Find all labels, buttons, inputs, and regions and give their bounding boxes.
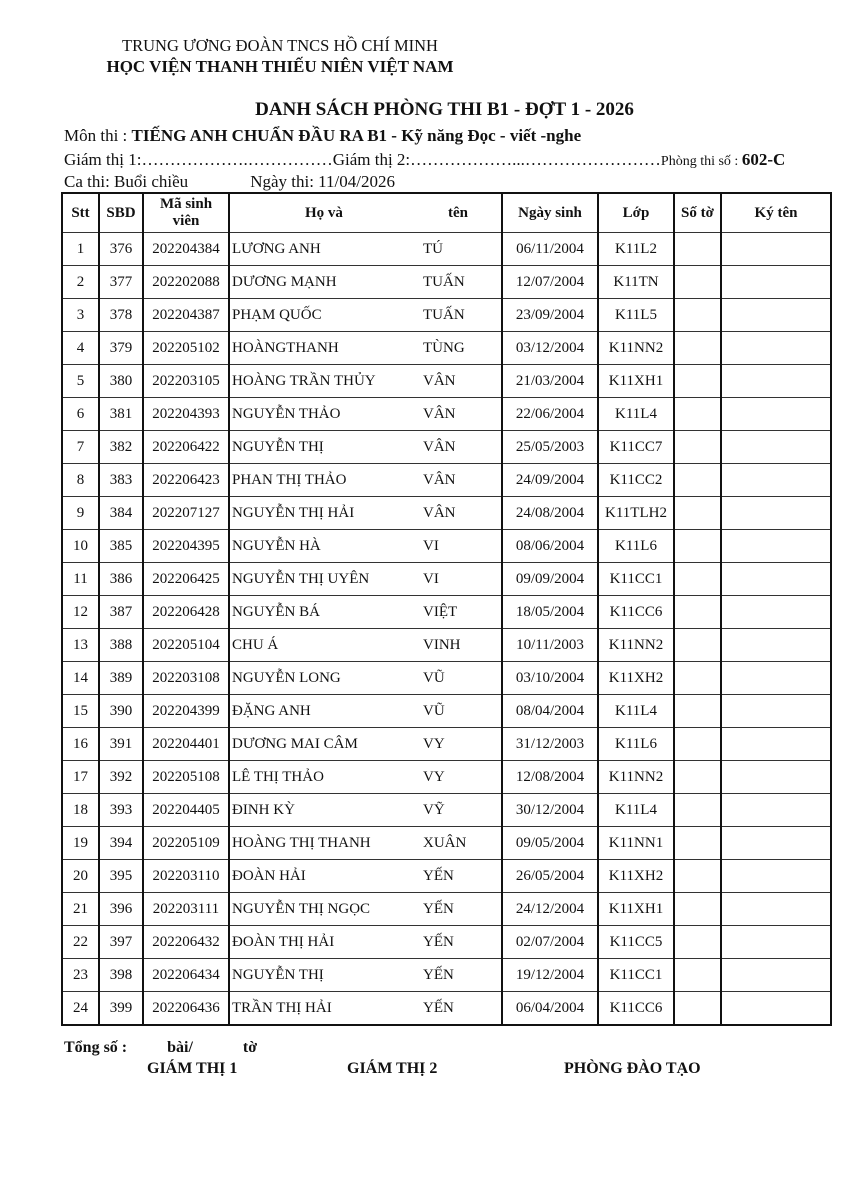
cell-signature[interactable]	[721, 992, 831, 1026]
cell-full-name	[229, 332, 502, 365]
cell-student-id: 202206422	[143, 431, 229, 464]
signatory-training-office: PHÒNG ĐÀO TẠO	[564, 1060, 701, 1077]
cell-given-name: VŨ	[423, 669, 445, 686]
cell-sheets[interactable]	[674, 794, 721, 827]
cell-class: K11CC5	[598, 926, 674, 959]
cell-surname: ĐOÀN HẢI	[232, 867, 306, 884]
cell-student-id: 202205104	[143, 629, 229, 662]
total-line	[64, 1039, 257, 1057]
cell-dob: 31/12/2003	[502, 728, 598, 761]
table-row	[62, 761, 831, 794]
cell-stt: 19	[62, 827, 99, 860]
cell-surname: HOÀNG TRẦN THỦY	[232, 372, 376, 389]
cell-signature[interactable]	[721, 497, 831, 530]
cell-dob: 06/04/2004	[502, 992, 598, 1026]
cell-dob: 23/09/2004	[502, 299, 598, 332]
cell-dob: 12/07/2004	[502, 266, 598, 299]
cell-stt: 7	[62, 431, 99, 464]
cell-given-name: TUẤN	[423, 306, 465, 323]
cell-dob: 06/11/2004	[502, 233, 598, 266]
cell-stt: 11	[62, 563, 99, 596]
table-row	[62, 794, 831, 827]
cell-given-name: VÂN	[423, 405, 456, 422]
cell-sheets[interactable]	[674, 728, 721, 761]
cell-sheets[interactable]	[674, 464, 721, 497]
table-row	[62, 959, 831, 992]
cell-dob: 26/05/2004	[502, 860, 598, 893]
cell-sbd: 390	[99, 695, 143, 728]
room-number: 602-C	[741, 150, 786, 169]
table-row	[62, 431, 831, 464]
cell-full-name	[229, 662, 502, 695]
cell-sheets[interactable]	[674, 629, 721, 662]
cell-given-name: VÂN	[423, 504, 456, 521]
cell-class: K11XH1	[598, 365, 674, 398]
cell-sbd: 382	[99, 431, 143, 464]
table-row	[62, 893, 831, 926]
cell-sheets[interactable]	[674, 662, 721, 695]
cell-sbd: 384	[99, 497, 143, 530]
cell-stt: 22	[62, 926, 99, 959]
cell-class: K11L2	[598, 233, 674, 266]
cell-signature[interactable]	[721, 926, 831, 959]
cell-surname: DƯƠNG MAI CÂM	[232, 735, 358, 752]
cell-dob: 19/12/2004	[502, 959, 598, 992]
cell-given-name: VY	[423, 735, 445, 752]
cell-student-id: 202206423	[143, 464, 229, 497]
col-header-given-name: tên	[448, 205, 468, 221]
table-row	[62, 530, 831, 563]
cell-full-name	[229, 563, 502, 596]
cell-given-name: VÂN	[423, 438, 456, 455]
cell-stt: 12	[62, 596, 99, 629]
table-row	[62, 992, 831, 1026]
cell-signature[interactable]	[721, 794, 831, 827]
cell-student-id: 202204384	[143, 233, 229, 266]
cell-class: K11NN2	[598, 761, 674, 794]
cell-dob: 12/08/2004	[502, 761, 598, 794]
cell-full-name	[229, 596, 502, 629]
cell-signature[interactable]	[721, 662, 831, 695]
cell-sbd: 396	[99, 893, 143, 926]
cell-sbd: 389	[99, 662, 143, 695]
cell-full-name	[229, 299, 502, 332]
exam-date: Ngày thi: 11/04/2026	[250, 172, 395, 191]
cell-stt: 1	[62, 233, 99, 266]
cell-class: K11NN1	[598, 827, 674, 860]
cell-full-name	[229, 959, 502, 992]
table-row	[62, 860, 831, 893]
cell-sheets[interactable]	[674, 860, 721, 893]
cell-class: K11NN2	[598, 332, 674, 365]
cell-class: K11CC6	[598, 992, 674, 1026]
cell-signature[interactable]	[721, 695, 831, 728]
cell-signature[interactable]	[721, 761, 831, 794]
col-header-student-id-line1: Mã sinh	[159, 196, 213, 212]
cell-stt: 20	[62, 860, 99, 893]
cell-given-name: VY	[423, 768, 445, 785]
cell-given-name: VŨ	[423, 702, 445, 719]
cell-given-name: VIỆT	[423, 603, 458, 620]
table-row	[62, 596, 831, 629]
cell-sheets[interactable]	[674, 332, 721, 365]
cell-surname: NGUYỄN THỊ UYÊN	[232, 570, 370, 587]
cell-signature[interactable]	[721, 431, 831, 464]
cell-full-name	[229, 629, 502, 662]
cell-stt: 21	[62, 893, 99, 926]
cell-given-name: VI	[423, 570, 439, 587]
cell-surname: PHẠM QUỐC	[232, 306, 322, 323]
proctor1-field: Giám thị 1:……………….……………	[64, 150, 333, 169]
cell-student-id: 202204395	[143, 530, 229, 563]
cell-sheets[interactable]	[674, 299, 721, 332]
col-header-student-id	[143, 193, 229, 233]
cell-stt: 8	[62, 464, 99, 497]
cell-sheets[interactable]	[674, 497, 721, 530]
cell-surname: NGUYỄN THỊ NGỌC	[232, 900, 371, 917]
proctors-line	[64, 150, 785, 170]
cell-full-name	[229, 233, 502, 266]
cell-class: K11CC2	[598, 464, 674, 497]
cell-signature[interactable]	[721, 827, 831, 860]
cell-sbd: 381	[99, 398, 143, 431]
cell-dob: 03/12/2004	[502, 332, 598, 365]
cell-class: K11L4	[598, 398, 674, 431]
col-header-student-id-line2: viên	[172, 213, 200, 229]
col-header-stt: Stt	[62, 193, 99, 233]
col-header-surname: Họ và	[305, 205, 343, 221]
col-header-class: Lớp	[598, 193, 674, 233]
table-row	[62, 662, 831, 695]
cell-class: K11TN	[598, 266, 674, 299]
cell-sheets[interactable]	[674, 266, 721, 299]
cell-stt: 9	[62, 497, 99, 530]
cell-full-name	[229, 761, 502, 794]
table-row	[62, 497, 831, 530]
cell-student-id: 202206432	[143, 926, 229, 959]
cell-student-id: 202203110	[143, 860, 229, 893]
cell-dob: 24/08/2004	[502, 497, 598, 530]
cell-student-id: 202203111	[143, 893, 229, 926]
cell-signature[interactable]	[721, 596, 831, 629]
cell-class: K11CC7	[598, 431, 674, 464]
cell-given-name: XUÂN	[423, 834, 467, 851]
cell-surname: NGUYỄN LONG	[232, 669, 341, 686]
cell-surname: ĐẶNG ANH	[232, 702, 311, 719]
cell-sbd: 398	[99, 959, 143, 992]
institution-name: HỌC VIỆN THANH THIẾU NIÊN VIỆT NAM	[106, 57, 454, 76]
cell-signature[interactable]	[721, 332, 831, 365]
cell-surname: ĐINH KỲ	[232, 801, 295, 818]
cell-sbd: 377	[99, 266, 143, 299]
cell-full-name	[229, 431, 502, 464]
cell-sbd: 379	[99, 332, 143, 365]
cell-surname: HOÀNGTHANH	[232, 339, 339, 356]
cell-given-name: VÂN	[423, 471, 456, 488]
cell-class: K11CC1	[598, 959, 674, 992]
cell-stt: 17	[62, 761, 99, 794]
cell-surname: LÊ THỊ THẢO	[232, 768, 324, 785]
table-header-row	[62, 193, 831, 233]
table-row	[62, 629, 831, 662]
cell-signature[interactable]	[721, 893, 831, 926]
signatory-proctor-2: GIÁM THỊ 2	[347, 1060, 438, 1077]
cell-signature[interactable]	[721, 530, 831, 563]
cell-full-name	[229, 464, 502, 497]
table-row	[62, 299, 831, 332]
table-row	[62, 563, 831, 596]
table-row	[62, 464, 831, 497]
cell-surname: LƯƠNG ANH	[232, 240, 321, 257]
cell-student-id: 202204401	[143, 728, 229, 761]
cell-student-id: 202206425	[143, 563, 229, 596]
cell-dob: 24/09/2004	[502, 464, 598, 497]
cell-given-name: YẾN	[423, 966, 454, 983]
cell-signature[interactable]	[721, 464, 831, 497]
cell-given-name: TUẤN	[423, 273, 465, 290]
cell-signature[interactable]	[721, 266, 831, 299]
room-label: Phòng thi số :	[660, 154, 742, 169]
cell-class: K11XH2	[598, 662, 674, 695]
cell-student-id: 202202088	[143, 266, 229, 299]
table-row	[62, 233, 831, 266]
col-header-name	[229, 193, 502, 233]
cell-full-name	[229, 992, 502, 1026]
cell-dob: 21/03/2004	[502, 365, 598, 398]
cell-student-id: 202205108	[143, 761, 229, 794]
cell-full-name	[229, 926, 502, 959]
col-header-signature: Ký tên	[721, 193, 831, 233]
cell-signature[interactable]	[721, 563, 831, 596]
cell-dob: 10/11/2003	[502, 629, 598, 662]
cell-student-id: 202206434	[143, 959, 229, 992]
cell-class: K11CC1	[598, 563, 674, 596]
cell-class: K11L6	[598, 530, 674, 563]
cell-student-id: 202203105	[143, 365, 229, 398]
exam-room-table	[61, 192, 832, 1026]
cell-sbd: 394	[99, 827, 143, 860]
cell-given-name: VINH	[423, 636, 461, 653]
cell-student-id: 202206428	[143, 596, 229, 629]
cell-student-id: 202206436	[143, 992, 229, 1026]
cell-student-id: 202203108	[143, 662, 229, 695]
cell-signature[interactable]	[721, 398, 831, 431]
table-row	[62, 695, 831, 728]
cell-dob: 03/10/2004	[502, 662, 598, 695]
cell-sbd: 391	[99, 728, 143, 761]
cell-sbd: 386	[99, 563, 143, 596]
cell-full-name	[229, 860, 502, 893]
cell-surname: HOÀNG THỊ THANH	[232, 834, 371, 851]
cell-given-name: VÂN	[423, 372, 456, 389]
cell-surname: NGUYỄN BÁ	[232, 603, 320, 620]
table-row	[62, 332, 831, 365]
cell-stt: 2	[62, 266, 99, 299]
cell-given-name: YẾN	[423, 933, 454, 950]
cell-class: K11CC6	[598, 596, 674, 629]
cell-surname: TRẦN THỊ HẢI	[232, 999, 332, 1016]
cell-sheets[interactable]	[674, 992, 721, 1026]
cell-sheets[interactable]	[674, 695, 721, 728]
cell-surname: NGUYỄN THỊ HẢI	[232, 504, 355, 521]
cell-surname: NGUYỄN THỊ	[232, 438, 324, 455]
cell-stt: 4	[62, 332, 99, 365]
cell-given-name: VI	[423, 537, 439, 554]
cell-stt: 3	[62, 299, 99, 332]
cell-class: K11TLH2	[598, 497, 674, 530]
cell-dob: 08/06/2004	[502, 530, 598, 563]
cell-given-name: TÙNG	[423, 339, 465, 356]
cell-signature[interactable]	[721, 365, 831, 398]
cell-sheets[interactable]	[674, 431, 721, 464]
cell-surname: ĐOÀN THỊ HẢI	[232, 933, 335, 950]
cell-stt: 5	[62, 365, 99, 398]
organization-name: TRUNG ƯƠNG ĐOÀN TNCS HỒ CHÍ MINH	[122, 36, 438, 55]
table-row	[62, 365, 831, 398]
cell-signature[interactable]	[721, 299, 831, 332]
cell-surname: DƯƠNG MẠNH	[232, 273, 337, 290]
cell-class: K11XH2	[598, 860, 674, 893]
cell-signature[interactable]	[721, 860, 831, 893]
cell-sheets[interactable]	[674, 233, 721, 266]
cell-full-name	[229, 827, 502, 860]
cell-full-name	[229, 497, 502, 530]
cell-signature[interactable]	[721, 959, 831, 992]
session-line	[64, 172, 395, 192]
session-info: Ca thi: Buổi chiều	[64, 172, 189, 191]
signatory-proctor-1: GIÁM THỊ 1	[147, 1060, 238, 1077]
cell-sbd: 388	[99, 629, 143, 662]
cell-sheets[interactable]	[674, 959, 721, 992]
cell-full-name	[229, 398, 502, 431]
cell-surname: NGUYỄN THẢO	[232, 405, 341, 422]
subject-value: TIẾNG ANH CHUẨN ĐẦU RA B1 - Kỹ năng Đọc - viết -nghe	[131, 126, 582, 145]
cell-given-name: YẾN	[423, 999, 454, 1016]
table-row	[62, 398, 831, 431]
cell-stt: 23	[62, 959, 99, 992]
cell-stt: 24	[62, 992, 99, 1026]
cell-sbd: 387	[99, 596, 143, 629]
cell-stt: 16	[62, 728, 99, 761]
cell-dob: 02/07/2004	[502, 926, 598, 959]
total-label: Tổng số :	[64, 1039, 128, 1056]
cell-sheets[interactable]	[674, 893, 721, 926]
cell-sheets[interactable]	[674, 530, 721, 563]
cell-student-id: 202204399	[143, 695, 229, 728]
papers-label: bài/	[167, 1039, 193, 1056]
table-row	[62, 266, 831, 299]
cell-full-name	[229, 695, 502, 728]
cell-signature[interactable]	[721, 629, 831, 662]
col-header-sheets: Số tờ	[674, 193, 721, 233]
col-header-sbd: SBD	[99, 193, 143, 233]
cell-surname: NGUYỄN HÀ	[232, 537, 321, 554]
cell-class: K11L4	[598, 695, 674, 728]
cell-dob: 09/09/2004	[502, 563, 598, 596]
cell-class: K11L5	[598, 299, 674, 332]
cell-dob: 30/12/2004	[502, 794, 598, 827]
cell-sbd: 383	[99, 464, 143, 497]
cell-sbd: 399	[99, 992, 143, 1026]
cell-student-id: 202207127	[143, 497, 229, 530]
subject-line	[64, 126, 581, 146]
cell-surname: NGUYỄN THỊ	[232, 966, 324, 983]
cell-sheets[interactable]	[674, 398, 721, 431]
cell-sheets[interactable]	[674, 761, 721, 794]
cell-given-name: YẾN	[423, 900, 454, 917]
cell-class: K11XH1	[598, 893, 674, 926]
cell-full-name	[229, 365, 502, 398]
cell-signature[interactable]	[721, 728, 831, 761]
cell-stt: 10	[62, 530, 99, 563]
cell-sbd: 395	[99, 860, 143, 893]
cell-stt: 14	[62, 662, 99, 695]
cell-stt: 15	[62, 695, 99, 728]
cell-class: K11L4	[598, 794, 674, 827]
cell-student-id: 202205109	[143, 827, 229, 860]
cell-stt: 6	[62, 398, 99, 431]
table-row	[62, 728, 831, 761]
col-header-dob: Ngày sinh	[502, 193, 598, 233]
cell-full-name	[229, 728, 502, 761]
cell-sheets[interactable]	[674, 827, 721, 860]
cell-stt: 13	[62, 629, 99, 662]
proctor2-field: Giám thị 2:………………...……………………	[332, 150, 661, 169]
cell-full-name	[229, 893, 502, 926]
cell-class: K11NN2	[598, 629, 674, 662]
cell-sbd: 376	[99, 233, 143, 266]
cell-dob: 18/05/2004	[502, 596, 598, 629]
cell-dob: 24/12/2004	[502, 893, 598, 926]
cell-sbd: 397	[99, 926, 143, 959]
cell-dob: 22/06/2004	[502, 398, 598, 431]
cell-student-id: 202204387	[143, 299, 229, 332]
cell-signature[interactable]	[721, 233, 831, 266]
table-row	[62, 926, 831, 959]
cell-full-name	[229, 794, 502, 827]
cell-student-id: 202204393	[143, 398, 229, 431]
cell-sbd: 378	[99, 299, 143, 332]
cell-student-id: 202205102	[143, 332, 229, 365]
document-title: DANH SÁCH PHÒNG THI B1 - ĐỢT 1 - 2026	[255, 99, 634, 120]
cell-student-id: 202204405	[143, 794, 229, 827]
cell-sbd: 392	[99, 761, 143, 794]
cell-sheets[interactable]	[674, 926, 721, 959]
table-row	[62, 827, 831, 860]
cell-sheets[interactable]	[674, 563, 721, 596]
cell-surname: CHU Á	[232, 636, 279, 653]
cell-dob: 09/05/2004	[502, 827, 598, 860]
cell-given-name: YẾN	[423, 867, 454, 884]
cell-sheets[interactable]	[674, 596, 721, 629]
cell-sheets[interactable]	[674, 365, 721, 398]
cell-full-name	[229, 266, 502, 299]
cell-sbd: 385	[99, 530, 143, 563]
cell-dob: 25/05/2003	[502, 431, 598, 464]
cell-class: K11L6	[598, 728, 674, 761]
cell-given-name: VỸ	[423, 801, 445, 818]
cell-surname: PHAN THỊ THẢO	[232, 471, 347, 488]
cell-dob: 08/04/2004	[502, 695, 598, 728]
cell-given-name: TÚ	[423, 240, 443, 257]
cell-full-name	[229, 530, 502, 563]
cell-stt: 18	[62, 794, 99, 827]
subject-label: Môn thi :	[64, 126, 132, 145]
sheets-label: tờ	[242, 1039, 258, 1056]
cell-sbd: 380	[99, 365, 143, 398]
cell-sbd: 393	[99, 794, 143, 827]
